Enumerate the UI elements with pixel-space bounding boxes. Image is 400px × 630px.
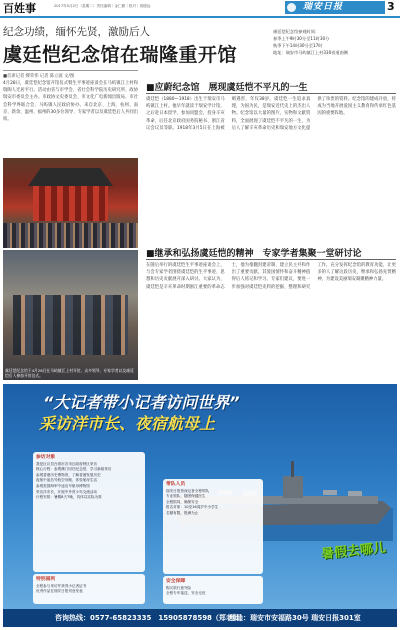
card-line: 全程陪同，确保安全 <box>166 499 199 504</box>
card-line: 全程专车接送，安全无忧 <box>166 591 206 596</box>
story2-heading: ■继承和弘扬虞廷恺的精神 专家学者集聚一堂研讨论 <box>146 249 362 259</box>
info-line: 虞廷恺纪念馆参观时间： <box>273 29 320 34</box>
team-leader-card <box>163 479 263 574</box>
card-title: 特别福利 <box>36 577 56 582</box>
card-line: 购买旅行意外险 <box>166 585 192 590</box>
info-line: 秋季下午14时30分至17时 <box>273 43 323 48</box>
deck-aircraft <box>323 490 337 495</box>
info-line: 地址：瑞安市马屿镇江上村330省道南侧 <box>273 50 348 55</box>
deck-aircraft <box>348 491 362 496</box>
story1-body: 虞廷恺（1880—1918）出生于瑞安市马屿镇江上村。他早年就读于瑞安学计馆，之后赴日本留学，参加同盟会，投身辛亥革命，后任北京政府国务院秘书、浙江省议会议员等职。1918年3月5日在上海被刺遇害，年仅38岁。虞廷恺一生追求真理，为国为民，是瑞安近代史上的杰出人物。纪念馆以大量的图片、实物和文献资料，全面展现了虞廷恺不平凡的一生，为后人了解辛亥革命历史和瑞安地方文化提供了珍贵的资料。纪念馆的建成开放，将成为当地开展爱国主义教育和传承红色基因的重要阵地。 <box>146 97 396 131</box>
story1-divider <box>146 93 396 94</box>
card-line: 我是区议员台湾市各市区政府特区采访 <box>36 461 98 466</box>
photo-people <box>13 295 128 355</box>
card-line: 专业领队、随团保健医生 <box>166 494 206 499</box>
ad-contact-bar <box>3 609 397 627</box>
museum-info-box <box>273 28 393 56</box>
contact-address: 地址：瑞安市安福路30号 瑞安日报301室 <box>229 614 361 622</box>
card-line: 报名对象：10至16周岁中小学生 <box>166 505 219 510</box>
section-title: 百姓事 <box>3 2 36 15</box>
page-number: 3 <box>387 0 395 13</box>
card-line: 瑞安日报资深记者全程带队 <box>166 488 210 493</box>
card-title: 参访对象 <box>36 455 56 460</box>
card-line: 夜宿中途岛号航空母舰，体验航母生活 <box>36 478 98 483</box>
lead-byline: ■首席记者 缪荣伟 记者 陈立波 文/图 <box>3 70 138 79</box>
card-line: 采访洋市长，开展中外青少年交流活动 <box>36 489 98 494</box>
photo-crowd <box>3 223 138 248</box>
issue-meta: 2017年5月2日（星期二）责任编辑｜金仁勤｜校对｜周德远 <box>54 4 151 8</box>
card-line: 行程安排：暑期8天7晚，具体以实际为准 <box>36 495 102 500</box>
card-line: 优秀作品在瑞安日报刊登发表 <box>36 589 83 594</box>
card-line: 参观美国海军中途岛号航母博物馆 <box>36 483 90 488</box>
card-line: 参观香港历史博物馆，了解香港发展历史 <box>36 472 101 477</box>
story1-heading: ■应蔚纪念馆 展现虞廷恺不平凡的一生 <box>146 83 308 93</box>
story2-divider <box>146 259 396 260</box>
ad-title-line2: 采访洋市长、夜宿航母上 <box>39 414 216 433</box>
ad-title-line1: “大记者带小记者访问世界” <box>43 393 240 412</box>
carrier-mast <box>291 461 294 477</box>
ad-slogan: 暑假去哪儿 <box>320 540 387 563</box>
card-line: 全程参与采访并获得小记者证书 <box>36 583 87 588</box>
photo-roof <box>28 168 113 186</box>
safety-card <box>163 576 263 604</box>
memorial-hall-photo <box>3 158 138 248</box>
card-title: 安全保障 <box>166 579 186 584</box>
newspaper-logo: 瑞安日报 <box>285 1 385 14</box>
contact-phone: 咨询热线：0577-65823335 15905878598（郑老师） <box>55 614 247 622</box>
study-tour-advertisement <box>3 384 397 627</box>
photo-caption: 虞廷恺纪念馆于4月28日在马屿镇江上村开馆，众多领导、专家学者以及虞廷恺后人参加开馆仪式。 <box>5 368 134 378</box>
lead-body: 4月28日，虞廷恺纪念馆开馆仪式暨生平事迹座谈会在马屿镇江上村和瑞陶人迁居平行。活动由省与市学会、省社会科学院历史研究所、政协瑞安市委员会主办。市政协文史委员会、市文化广电新闻出版局、市社会科学界联合会、马屿镇人民政府协办。来自北京、上海、杭州、南京、新余、温州、福州的30多位领导、专家学者以及虞廷恺后人共同出席。 <box>3 81 138 123</box>
lead-kicker: 纪念功绩，缅怀先贤，激励后人 <box>3 26 150 38</box>
photo-pillars <box>33 186 108 221</box>
carrier-island <box>283 476 303 498</box>
info-line: 春季上午9时30分至11时30分 <box>273 36 330 41</box>
card-line: 名额有限，报满为止 <box>166 510 199 515</box>
itinerary-card <box>33 452 145 572</box>
benefits-card <box>33 574 145 604</box>
card-title: 带队人员 <box>166 482 186 487</box>
story2-body: 在随后举行的虞廷恺生平事迹座谈会上，与会专家学者围绕虞廷恺的生平事迹、思想和历史贡献展开深入研讨。大家认为，虞廷恺是辛亥革命时期浙江重要的革命志士，他为推翻封建帝制、建立民主共和作出了重要贡献，其爱国情怀和奋斗精神值得后人铭记和学习。专家们建议，要进一步加强对虞廷恺史料的挖掘、整理和研究工作，充分发挥纪念馆的教育功能，让更多的人了解这段历史，继承和弘扬先贤精神，为建设美丽瑞安凝聚精神力量。 <box>146 263 396 290</box>
masthead <box>0 0 400 16</box>
card-line: 核心行程：参观澳门回归纪念馆，学习新闻采访 <box>36 467 112 472</box>
opening-ceremony-photo <box>3 250 138 380</box>
masthead-divider <box>0 16 400 18</box>
lead-headline: 虞廷恺纪念馆在瑞隆重开馆 <box>3 44 238 66</box>
